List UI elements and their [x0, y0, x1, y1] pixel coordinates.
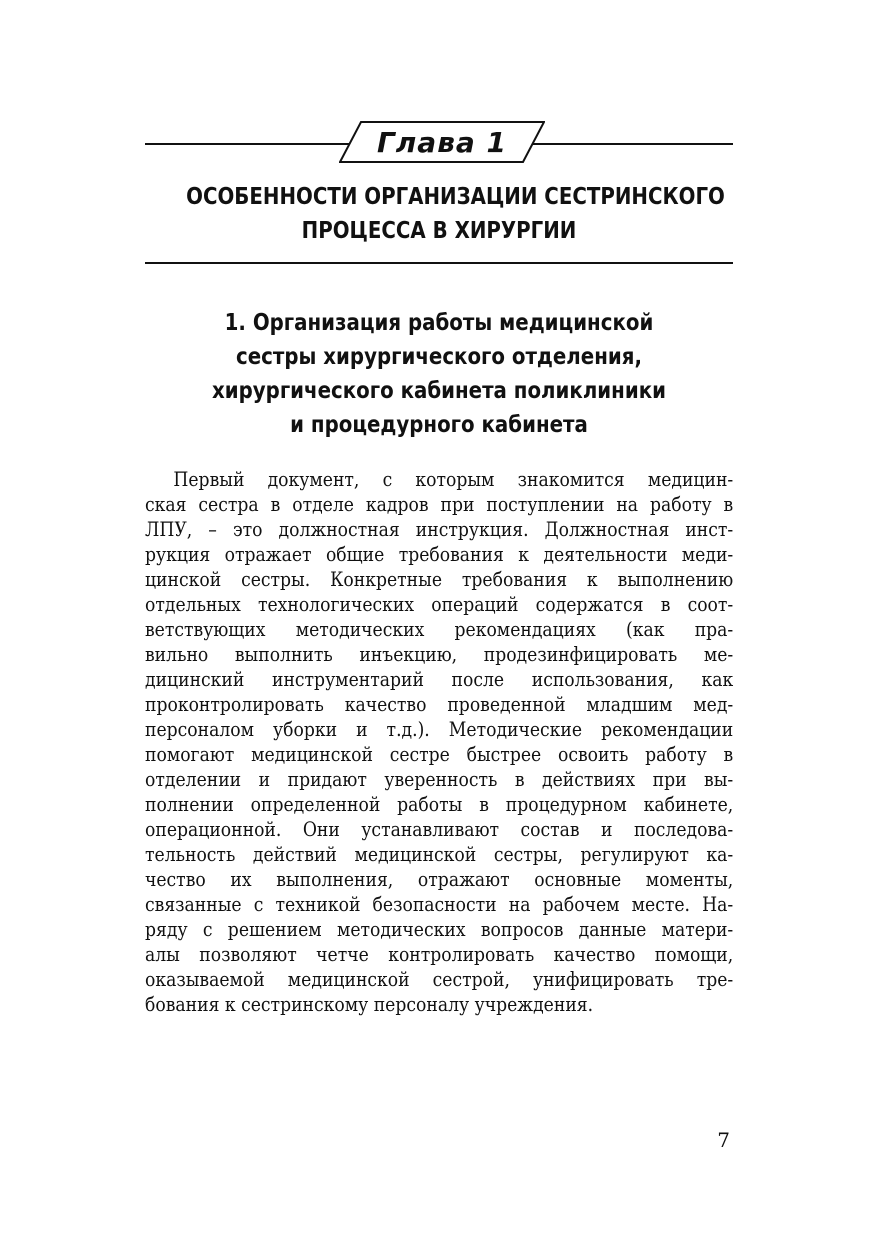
section-title-line: хирургического кабинета поликлиники [212, 378, 666, 404]
body-line: рукция отражает общие требования к деятельности меди- [145, 542, 734, 566]
body-line: помогают медицинской сестре быстрее освоить работу в [145, 742, 734, 766]
body-line: чество их выполнения, отражают основные моменты, [145, 867, 734, 891]
body-line: ЛПУ, – это должностная инструкция. Должностная инст- [145, 517, 734, 541]
chapter-tag [339, 121, 545, 163]
body-line: связанные с техникой безопасности на рабочем месте. На- [145, 892, 734, 916]
body-line: вильно выполнить инъекцию, продезинфицировать ме- [145, 642, 734, 666]
body-line: ветствующих методических рекомендациях (как пра- [145, 617, 734, 641]
page-number: 7 [717, 1128, 730, 1152]
body-line: проконтролировать качество проведенной младшим мед- [145, 692, 734, 716]
section-title [186, 306, 692, 442]
section-title-line: сестры хирургического отделения, [236, 344, 642, 370]
title-rule [145, 262, 733, 264]
chapter-title [186, 180, 725, 248]
body-line: алы позволяют четче контролировать качество помощи, [145, 942, 734, 966]
body-line: персоналом уборки и т.д.). Методические рекомендации [145, 717, 734, 741]
chapter-title-line: ОСОБЕННОСТИ ОРГАНИЗАЦИИ СЕСТРИНСКОГО [186, 184, 725, 210]
body-line: бования к сестринскому персоналу учреждения. [145, 992, 594, 1016]
body-line: ская сестра в отделе кадров при поступлении на работу в [145, 492, 734, 516]
body-line: цинской сестры. Конкретные требования к выполнению [145, 567, 734, 591]
body-line: ряду с решением методических вопросов данные матери- [145, 917, 734, 941]
body-line: отделении и придают уверенность в действиях при вы- [145, 767, 734, 791]
section-title-line: и процедурного кабинета [290, 412, 588, 438]
body-line: дицинский инструментарий после использования, как [145, 667, 734, 691]
body-line: операционной. Они устанавливают состав и последова- [145, 817, 734, 841]
body-line: тельность действий медицинской сестры, регулируют ка- [145, 842, 734, 866]
body-paragraph [145, 467, 733, 1017]
body-line: Первый документ, с которым знакомится медицин- [173, 467, 734, 491]
body-line: отдельных технологических операций содержатся в соот- [145, 592, 734, 616]
body-line: оказываемой медицинской сестрой, унифицировать тре- [145, 967, 734, 991]
chapter-label: Глава 1 [376, 126, 508, 159]
body-line: полнении определенной работы в процедурном кабинете, [145, 792, 734, 816]
chapter-title-line: ПРОЦЕССА В ХИРУРГИИ [301, 218, 577, 244]
section-title-line: 1. Организация работы медицинской [224, 310, 654, 336]
